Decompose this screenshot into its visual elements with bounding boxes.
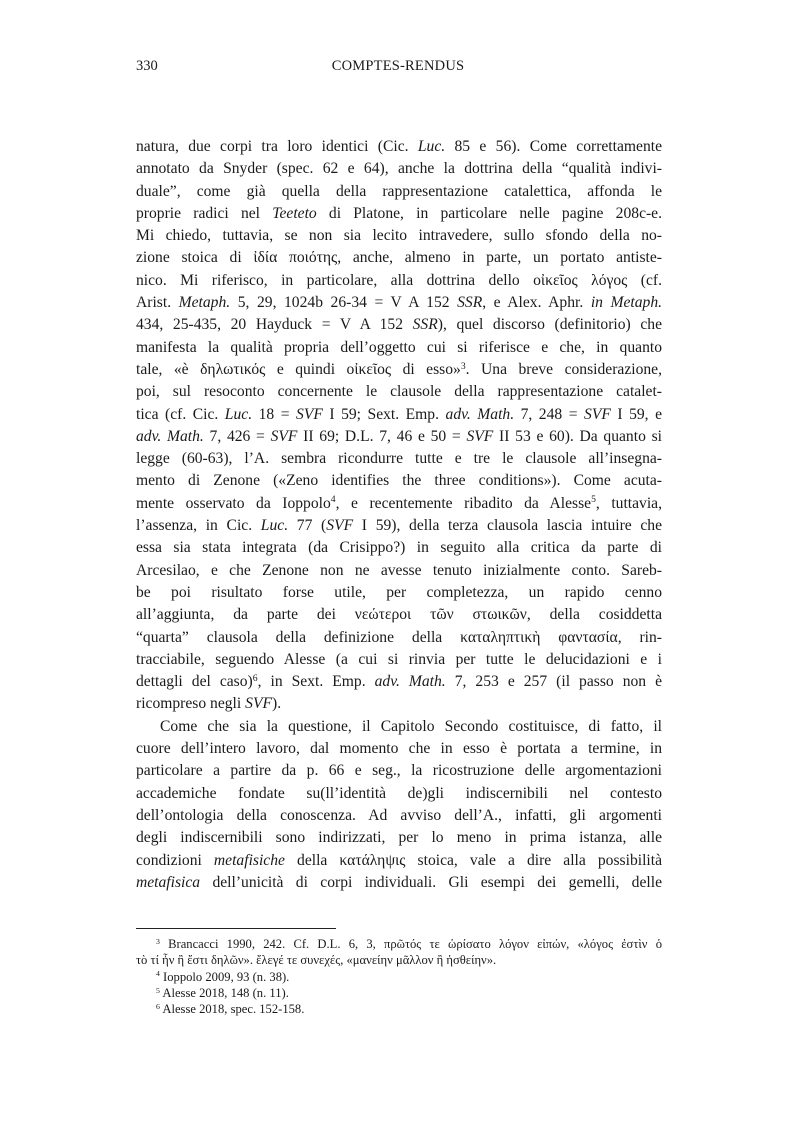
text-run: natura, due corpi tra loro identici (Cic. (136, 138, 418, 155)
text-line (136, 426, 662, 448)
text-line (136, 493, 662, 515)
footnote-marker: 6 (252, 672, 258, 684)
text-line (136, 470, 662, 492)
text-line (136, 270, 662, 292)
text-run: proprie radici nel (136, 204, 273, 222)
footnote-marker: 4 (156, 969, 160, 979)
text-line (136, 850, 662, 872)
text-run: ricompreso negli (136, 695, 246, 713)
text-run: Alesse 2018, spec. 152-158. (159, 1002, 305, 1017)
text-run: di Platone, in particolare nelle pagine 208c-e. (316, 204, 662, 222)
text-line (136, 448, 662, 470)
text-run: mento di Zenone («Zeno identifies the three conditions»). Come acuta- (136, 472, 662, 490)
text-run: 7, 253 e 257 (il passo non è (445, 673, 663, 691)
italic-text: metafisiche (213, 851, 285, 869)
footnote-marker: 4 (330, 494, 336, 506)
italic-text: SVF (326, 517, 354, 535)
text-run: mente osservato da Ioppolo (136, 494, 331, 512)
footnote-marker: 3 (460, 360, 466, 372)
footnote-line (136, 985, 662, 1001)
text-run: be poi risultato forse utile, per completezza, un rapido cenno (136, 583, 662, 601)
text-run: ), quel discorso (definitorio) che (437, 316, 662, 334)
footnote-line (136, 1001, 662, 1017)
text-line (136, 671, 662, 693)
italic-text: adv. Math. (445, 405, 515, 423)
text-run: 18 = (252, 405, 297, 423)
italic-text: Luc. (260, 517, 289, 535)
text-line (136, 738, 662, 760)
text-line (136, 560, 662, 582)
text-line (136, 404, 662, 426)
text-run: , e Alex. Aphr. (482, 294, 591, 312)
italic-text: SVF (466, 427, 494, 445)
text-line (136, 203, 662, 225)
italic-text: Teeteto (272, 204, 317, 222)
text-line (136, 760, 662, 782)
text-run: Arist. (136, 294, 179, 312)
text-line (136, 292, 662, 314)
italic-text: adv. Math. (136, 427, 204, 445)
footnote-divider (136, 928, 336, 929)
text-run: Come che sia la questione, il Capitolo Secondo costituisce, di fatto, il (160, 717, 662, 735)
text-run: legge (60-63), l’A. sembra ricondurre tutte e tre le clausole all’insegna- (136, 450, 662, 468)
text-run: tracciabile, seguendo Alesse (a cui si rinvia per tutte le delucidazioni e i (136, 650, 662, 668)
text-run: τὸ τί ἦν ἢ ἔστι δηλῶν». ἔλεγέ τε συνεχές, «μανείην μᾶλλον ἢ ἡσθείην». (136, 953, 497, 968)
italic-text: SVF (270, 427, 298, 445)
text-run: particolare a partire da p. 66 e seg., la ricostruzione delle argomentazioni (136, 762, 662, 780)
footnote-line (136, 936, 662, 952)
text-line (136, 627, 662, 649)
text-run: 5, 29, 1024b 26-34 = V A 152 (230, 294, 458, 312)
text-run: condizioni (136, 851, 214, 869)
text-line (136, 872, 662, 894)
text-run: , in Sext. Emp. (257, 673, 375, 691)
footnote-marker: 5 (591, 494, 596, 506)
italic-text: in Metaph. (590, 294, 663, 312)
text-run: tica (cf. Cic. (136, 405, 225, 423)
text-run: II 53 e 60). Da quanto si (493, 427, 662, 445)
text-run: I 59; Sext. Emp. (322, 405, 446, 423)
text-run: 7, 248 = (514, 405, 585, 423)
text-line (136, 693, 662, 715)
text-line (136, 337, 662, 359)
text-run: , tuttavia, (595, 494, 663, 512)
text-line (136, 582, 662, 604)
text-line (136, 314, 662, 336)
text-run: ). (272, 695, 282, 713)
text-run: l’assenza, in Cic. (136, 517, 261, 535)
footnote-marker: 6 (156, 1001, 160, 1011)
italic-text: SSR (457, 294, 483, 312)
text-run: Arcesilao, e che Zenone non ne avesse tenuto inizialmente conto. Sareb- (136, 561, 662, 579)
text-line (136, 827, 662, 849)
text-line (136, 537, 662, 559)
text-run: 434, 25-435, 20 Hayduck = V A 152 (136, 316, 413, 334)
italic-text: Metaph. (178, 294, 231, 312)
text-run: I 59), della terza clausola lascia intuire che (353, 517, 663, 535)
text-run: manifesta la qualità propria dell’oggetto cui si riferisce e che, in quanto (136, 338, 662, 356)
text-run: Brancacci 1990, 242. Cf. D.L. 6, 3, πρῶτός τε ὡρίσατο λόγον εἰπών, «λόγος ἐστὶν ὁ (159, 937, 662, 951)
italic-text: SVF (245, 695, 272, 713)
text-run: dell’ontologia della conoscenza. Ad avviso dell’A., infatti, gli argomenti (136, 806, 662, 824)
text-run: accademiche fondate su(ll’identità de)gli indiscernibili nel contesto (136, 784, 662, 802)
page-number: 330 (136, 58, 158, 74)
text-run: nico. Mi riferisco, in particolare, alla dottrina dello οἰκεῖος λόγος (cf. (136, 271, 662, 289)
italic-text: SVF (584, 405, 611, 423)
text-run: . Una breve considerazione, (465, 360, 662, 378)
text-run: della κατάληψις stoica, vale a dire alla possibilità (284, 851, 662, 869)
footnote-line (136, 952, 662, 968)
body-text (136, 136, 662, 894)
text-run: , e recentemente ribadito da Alesse (335, 494, 592, 512)
italic-text: SSR (412, 316, 438, 334)
text-run: Mi chiedo, tuttavia, se non sia lecito intravedere, sullo sfondo della no- (136, 227, 662, 245)
text-run: zione stoica di ἰδία ποιότης, anche, almeno in parte, un portato antiste- (136, 249, 662, 267)
text-run: duale”, come già quella della rappresentazione catalettica, affonda le (136, 182, 662, 200)
text-line (136, 649, 662, 671)
text-line (136, 247, 662, 269)
italic-text: adv. Math. (374, 673, 446, 691)
text-run: I 59, e (610, 405, 663, 423)
footnote-line (136, 969, 662, 985)
text-line (136, 515, 662, 537)
footnotes (136, 936, 662, 1017)
text-line (136, 158, 662, 180)
text-line (136, 604, 662, 626)
text-run: 85 e 56). Come correttamente (445, 138, 662, 155)
text-run: tale, «è δηλωτικός e quindi οἰκεῖος di esso» (136, 360, 461, 378)
text-line (136, 225, 662, 247)
footnote-marker: 3 (156, 936, 160, 946)
text-run: all’aggiunta, da parte dei νεώτεροι τῶν στωικῶν, della cosiddetta (136, 606, 662, 624)
text-run: poi, sul resoconto concernente le clausole della rappresentazione catalet- (136, 383, 662, 401)
text-line (136, 783, 662, 805)
text-line (136, 181, 662, 203)
footnote-marker: 5 (156, 985, 160, 995)
text-run: dell’unicità di corpi individuali. Gli esempi dei gemelli, delle (200, 873, 662, 891)
text-run: Alesse 2018, 148 (n. 11). (159, 985, 289, 1000)
text-line (136, 716, 662, 738)
italic-text: metafisica (136, 873, 201, 891)
text-line (136, 805, 662, 827)
text-run: 77 ( (288, 517, 327, 535)
text-run: “quarta” clausola della definizione della καταληπτικὴ φαντασία, rin- (136, 628, 662, 646)
text-run: essa sia stata integrata (da Crisippo?) in seguito alla critica da parte di (136, 539, 662, 557)
italic-text: SVF (296, 405, 323, 423)
text-line (136, 381, 662, 403)
text-run: degli indiscernibili sono indirizzati, per lo meno in prima istanza, alle (136, 829, 662, 847)
text-run: dettagli del caso) (136, 673, 253, 691)
text-line (136, 359, 662, 381)
italic-text: Luc. (224, 405, 253, 423)
text-run: 7, 426 = (203, 427, 271, 445)
text-run: cuore dell’intero lavoro, dal momento che in esso è portata a termine, in (136, 740, 662, 758)
running-title: COMPTES-RENDUS (331, 58, 465, 74)
text-run: annotato da Snyder (spec. 62 e 64), anche la dottrina della “qualità indivi- (136, 160, 662, 178)
text-run: Ioppolo 2009, 93 (n. 38). (159, 969, 290, 984)
text-line (136, 136, 662, 158)
italic-text: Luc. (417, 138, 446, 155)
text-run: II 69; D.L. 7, 46 e 50 = (297, 427, 467, 445)
